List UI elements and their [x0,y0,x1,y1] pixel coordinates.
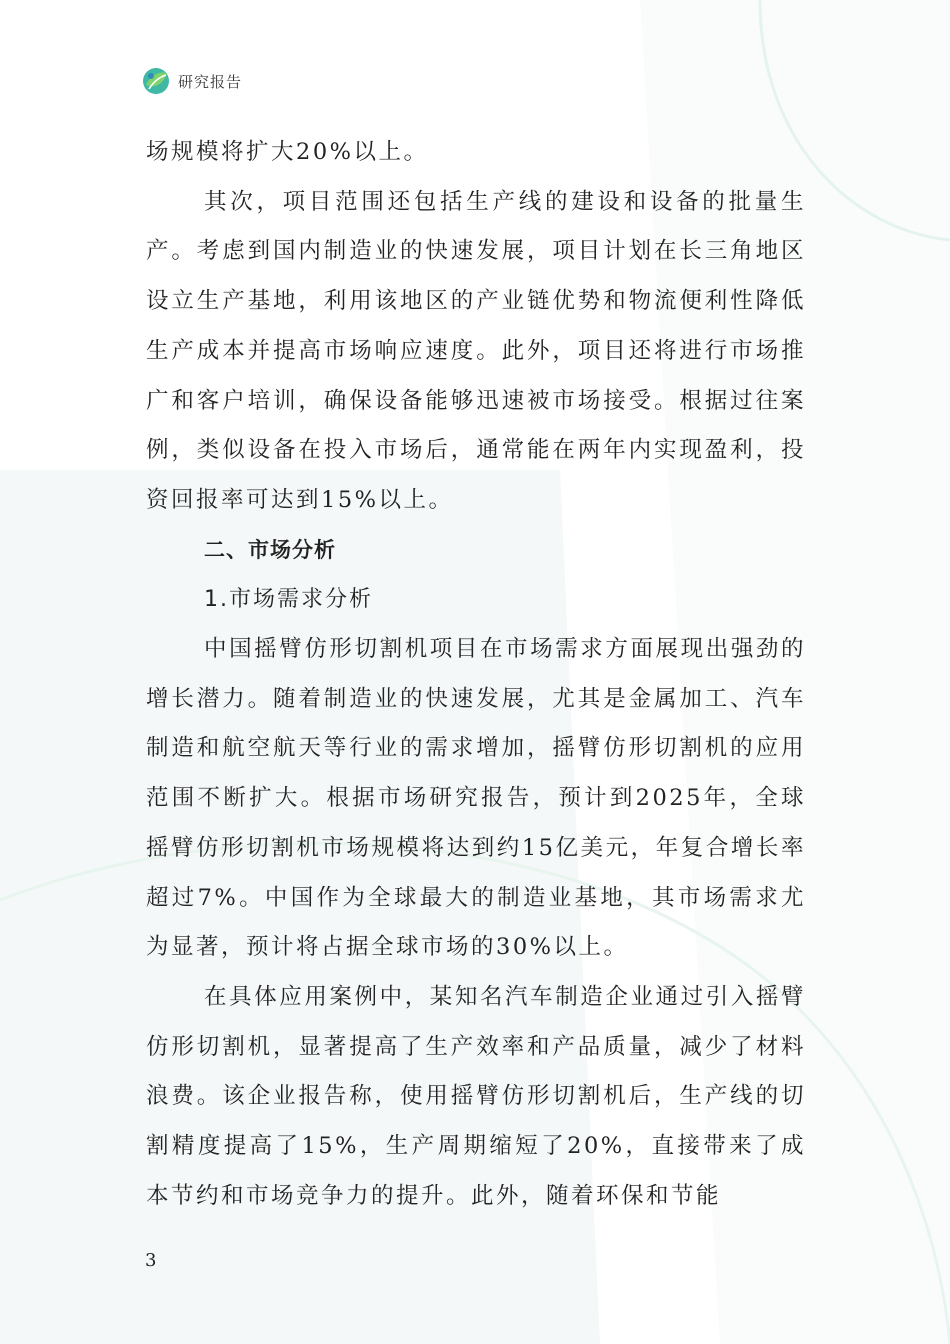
page-number: 3 [145,1250,157,1271]
paragraph: 其次，项目范围还包括生产线的建设和设备的批量生产。考虑到国内制造业的快速发展，项目计划在长三角地区设立生产基地，利用该地区的产业链优势和物流便利性降低生产成本并提高市场响应速度。此外，项目还将进行市场推广和客户培训，确保设备能够迅速被市场接受。根据过往案例，类似设备在投入市场后，通常能在两年内实现盈利，投资回报率可达到15%以上。 [146,188,806,513]
paragraph: 在具体应用案例中，某知名汽车制造企业通过引入摇臂仿形切割机，显著提高了生产效率和产品质量，减少了材料浪费。该企业报告称，使用摇臂仿形切割机后，生产线的切割精度提高了15%，生产周期缩短了20%，直接带来了成本节约和市场竞争力的提升。此外，随着环保和节能 [146,983,806,1209]
paragraph: 场规模将扩大20%以上。 [146,139,429,165]
subsection-heading: 1.市场需求分析 [204,587,373,613]
section-heading: 二、市场分析 [204,537,336,562]
page-header [142,66,242,96]
document-body [146,128,806,1221]
paragraph: 中国摇臂仿形切割机项目在市场需求方面展现出强劲的增长潜力。随着制造业的快速发展，尤其是金属加工、汽车制造和航空航天等行业的需求增加，摇臂仿形切割机的应用范围不断扩大。根据市场研究报告，预计到2025年，全球摇臂仿形切割机市场规模将达到约15亿美元，年复合增长率超过7%。中国作为全球最大的制造业基地，其市场需求尤为显著，预计将占据全球市场的30%以上。 [146,636,806,961]
globe-leaf-logo-icon [142,67,170,95]
header-title: 研究报告 [178,72,243,91]
